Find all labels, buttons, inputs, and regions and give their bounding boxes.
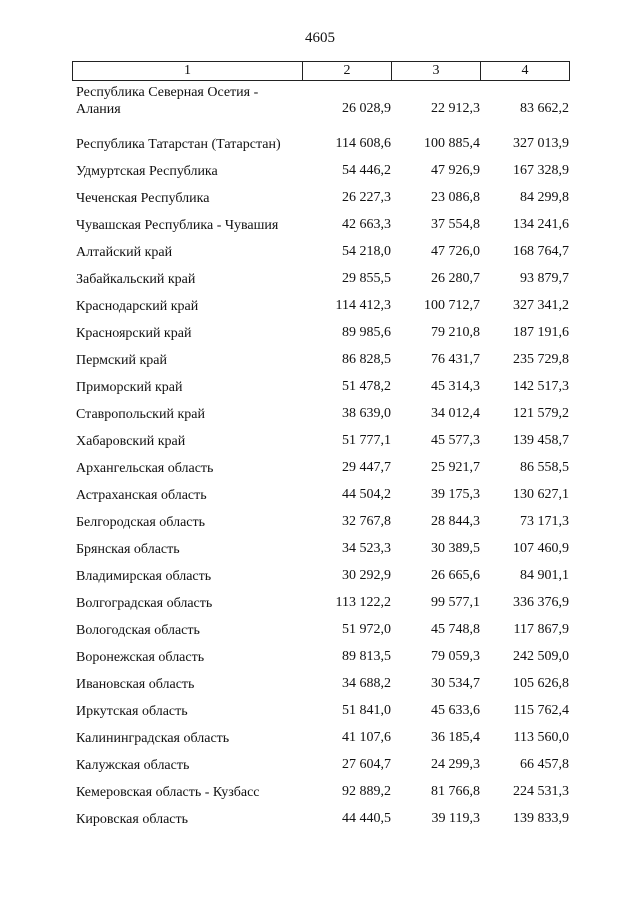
value-col-4: 66 457,8 — [520, 757, 569, 772]
table-row — [72, 157, 570, 184]
table-row — [72, 184, 570, 211]
region-name: Красноярский край — [76, 326, 192, 341]
value-col-2: 34 688,2 — [342, 676, 391, 691]
value-col-3: 26 665,6 — [431, 568, 480, 583]
table-row — [72, 454, 570, 481]
value-col-2: 30 292,9 — [342, 568, 391, 583]
value-col-3: 24 299,3 — [431, 757, 480, 772]
value-col-3: 39 119,3 — [431, 811, 480, 826]
table-row — [72, 508, 570, 535]
value-col-4: 235 729,8 — [513, 352, 569, 367]
column-header-4: 4 — [521, 63, 529, 78]
value-col-3: 81 766,8 — [431, 784, 480, 799]
value-col-4: 167 328,9 — [513, 163, 569, 178]
value-col-3: 22 912,3 — [431, 101, 480, 116]
table-row — [72, 481, 570, 508]
value-col-4: 168 764,7 — [513, 244, 569, 259]
value-col-4: 224 531,3 — [513, 784, 569, 799]
value-col-3: 28 844,3 — [431, 514, 480, 529]
table-row — [72, 805, 570, 832]
value-col-3: 34 012,4 — [431, 406, 480, 421]
region-name: Пермский край — [76, 353, 167, 368]
value-col-3: 99 577,1 — [431, 595, 480, 610]
column-header-2: 2 — [303, 62, 392, 80]
region-name: Ивановская область — [76, 677, 195, 692]
table-row — [72, 670, 570, 697]
value-col-4: 113 560,0 — [513, 730, 569, 745]
table-body — [72, 84, 570, 832]
region-name: Республика Татарстан (Татарстан) — [76, 137, 281, 152]
value-col-3: 100 712,7 — [424, 298, 480, 313]
table-row — [72, 346, 570, 373]
region-name: Чувашская Республика - Чувашия — [76, 218, 279, 233]
value-col-4: 121 579,2 — [513, 406, 569, 421]
value-col-2: 26 227,3 — [342, 190, 391, 205]
value-col-2: 29 855,5 — [342, 271, 391, 286]
table-row — [72, 265, 570, 292]
region-name: Краснодарский край — [76, 299, 199, 314]
table-row — [72, 724, 570, 751]
table-row — [72, 400, 570, 427]
value-col-3: 36 185,4 — [431, 730, 480, 745]
table-row — [72, 427, 570, 454]
value-col-4: 139 833,9 — [513, 811, 569, 826]
table-row — [72, 84, 570, 130]
value-col-2: 54 218,0 — [342, 244, 391, 259]
region-name: Калужская область — [76, 758, 190, 773]
value-col-4: 242 509,0 — [513, 649, 569, 664]
value-col-4: 83 662,2 — [520, 101, 569, 116]
value-col-3: 45 314,3 — [431, 379, 480, 394]
value-col-2: 114 412,3 — [335, 298, 391, 313]
value-col-4: 86 558,5 — [520, 460, 569, 475]
region-name: Удмуртская Республика — [76, 164, 218, 179]
table-header — [72, 61, 570, 81]
value-col-4: 115 762,4 — [513, 703, 569, 718]
region-name: Чеченская Республика — [76, 191, 210, 206]
table-row — [72, 130, 570, 157]
value-col-4: 187 191,6 — [513, 325, 569, 340]
value-col-4: 139 458,7 — [513, 433, 569, 448]
region-name: Кировская область — [76, 812, 189, 827]
value-col-3: 45 633,6 — [431, 703, 480, 718]
value-col-2: 51 777,1 — [342, 433, 391, 448]
region-name: Воронежская область — [76, 650, 205, 665]
value-col-4: 93 879,7 — [520, 271, 569, 286]
value-col-2: 54 446,2 — [342, 163, 391, 178]
value-col-2: 27 604,7 — [342, 757, 391, 772]
value-col-4: 107 460,9 — [513, 541, 569, 556]
table-row — [72, 562, 570, 589]
region-name: Белгородская область — [76, 515, 206, 530]
table-row — [72, 778, 570, 805]
region-name: Брянская область — [76, 542, 180, 557]
region-name: Калининградская область — [76, 731, 230, 746]
value-col-4: 84 901,1 — [520, 568, 569, 583]
value-col-2: 51 478,2 — [342, 379, 391, 394]
value-col-2: 89 985,6 — [342, 325, 391, 340]
value-col-3: 47 726,0 — [431, 244, 480, 259]
value-col-2: 34 523,3 — [342, 541, 391, 556]
value-col-3: 30 534,7 — [431, 676, 480, 691]
value-col-4: 117 867,9 — [513, 622, 569, 637]
table-row — [72, 751, 570, 778]
value-col-2: 26 028,9 — [342, 101, 391, 116]
value-col-2: 114 608,6 — [335, 136, 391, 151]
table-row — [72, 211, 570, 238]
value-col-3: 79 059,3 — [431, 649, 480, 664]
value-col-2: 42 663,3 — [342, 217, 391, 232]
value-col-3: 45 748,8 — [431, 622, 480, 637]
value-col-3: 45 577,3 — [431, 433, 480, 448]
value-col-4: 336 376,9 — [513, 595, 569, 610]
column-header-3: 3 — [392, 62, 481, 80]
region-name: Алтайский край — [76, 245, 173, 260]
value-col-2: 51 972,0 — [342, 622, 391, 637]
value-col-3: 23 086,8 — [431, 190, 480, 205]
value-col-3: 37 554,8 — [431, 217, 480, 232]
value-col-3: 76 431,7 — [431, 352, 480, 367]
value-col-2: 89 813,5 — [342, 649, 391, 664]
value-col-4: 327 013,9 — [513, 136, 569, 151]
value-col-3: 79 210,8 — [431, 325, 480, 340]
value-col-4: 73 171,3 — [520, 514, 569, 529]
value-col-4: 134 241,6 — [513, 217, 569, 232]
value-col-2: 38 639,0 — [342, 406, 391, 421]
table-row — [72, 238, 570, 265]
table-row — [72, 373, 570, 400]
value-col-4: 142 517,3 — [513, 379, 569, 394]
region-name: Астраханская область — [76, 488, 207, 503]
page-number: 4605 — [305, 30, 335, 46]
value-col-2: 44 504,2 — [342, 487, 391, 502]
value-col-4: 130 627,1 — [513, 487, 569, 502]
table-row — [72, 535, 570, 562]
table-row — [72, 319, 570, 346]
value-col-2: 92 889,2 — [342, 784, 391, 799]
value-col-3: 39 175,3 — [431, 487, 480, 502]
region-name: Владимирская область — [76, 569, 212, 584]
region-name: Волгоградская область — [76, 596, 213, 611]
value-col-2: 29 447,7 — [342, 460, 391, 475]
region-name: Республика Северная Осетия - Алания — [76, 85, 259, 117]
value-col-3: 30 389,5 — [431, 541, 480, 556]
table-row — [72, 292, 570, 319]
region-name: Приморский край — [76, 380, 183, 395]
region-name: Ставропольский край — [76, 407, 205, 422]
region-name: Архангельская область — [76, 461, 214, 476]
region-name: Забайкальский край — [76, 272, 196, 287]
value-col-3: 26 280,7 — [431, 271, 480, 286]
region-name: Вологодская область — [76, 623, 200, 638]
value-col-2: 32 767,8 — [342, 514, 391, 529]
value-col-2: 86 828,5 — [342, 352, 391, 367]
value-col-4: 105 626,8 — [513, 676, 569, 691]
value-col-2: 44 440,5 — [342, 811, 391, 826]
region-name: Кемеровская область - Кузбасс — [76, 785, 260, 800]
value-col-3: 47 926,9 — [431, 163, 480, 178]
value-col-4: 327 341,2 — [513, 298, 569, 313]
column-header-1: 1 — [73, 62, 303, 80]
value-col-2: 51 841,0 — [342, 703, 391, 718]
value-col-4: 84 299,8 — [520, 190, 569, 205]
table-row — [72, 697, 570, 724]
table-row — [72, 589, 570, 616]
table-row — [72, 643, 570, 670]
region-name: Хабаровский край — [76, 434, 186, 449]
value-col-2: 41 107,6 — [342, 730, 391, 745]
value-col-2: 113 122,2 — [335, 595, 391, 610]
value-col-3: 25 921,7 — [431, 460, 480, 475]
region-name: Иркутская область — [76, 704, 188, 719]
table-row — [72, 616, 570, 643]
value-col-3: 100 885,4 — [424, 136, 480, 151]
